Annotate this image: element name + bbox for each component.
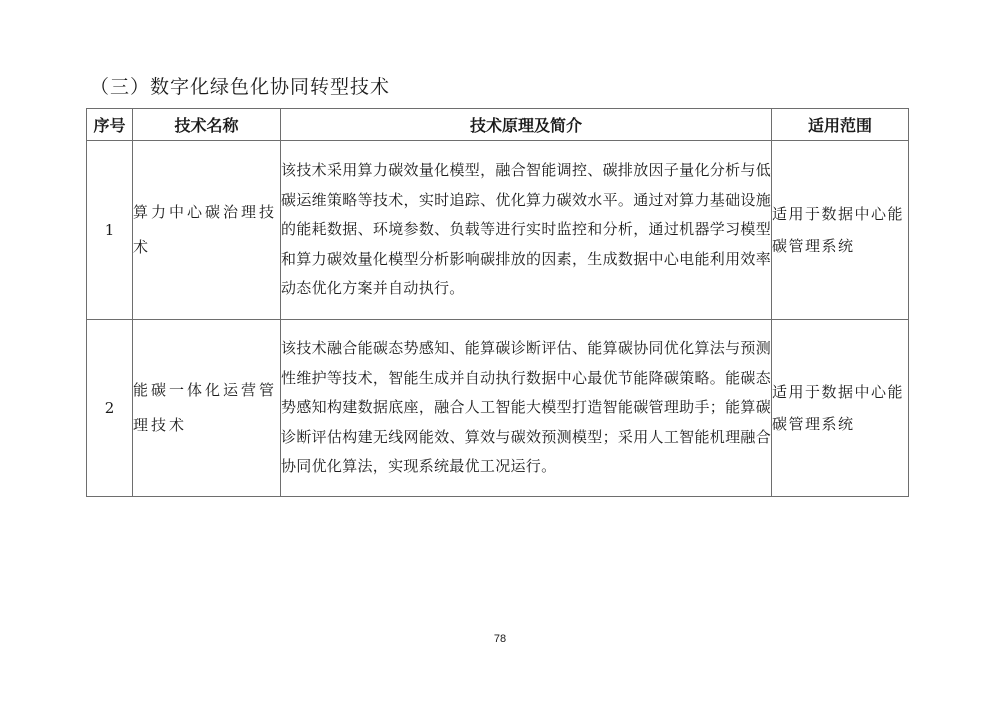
page-number: 78 [493,633,507,645]
row-description [281,141,772,320]
row-seq: 1 [87,141,133,320]
row-description [281,320,772,497]
row-description-text: 该技术采用算力碳效量化模型，融合智能调控、碳排放因子量化分析与低碳运维策略等技术，实时追踪、优化算力碳效水平。通过对算力基础设施的能耗数据、环境参数、负载等进行实时监控和分析，通过机器学习模型和算力碳效量化模型分析影响碳排放的因素，生成数据中心电能利用效率动态优化方案并自动执行。 [281,161,771,298]
row-tech-name: 算力中心碳治理技术 [133,141,281,320]
section-heading: （三）数字化绿色化协同转型技术 [90,76,391,98]
header-principle: 技术原理及简介 [281,109,772,141]
row-scope: 适用于数据中心能碳管理系统 [772,320,909,497]
row-description-text: 该技术融合能碳态势感知、能算碳诊断评估、能算碳协同优化算法与预测性维护等技术，智能生成并自动执行数据中心最优节能降碳策略。能碳态势感知构建数据底座，融合人工智能大模型打造智能碳管理助手；能算碳诊断评估构建无线网能效、算效与碳效预测模型；采用人工智能机理融合协同优化算法，实现系统最优工况运行。 [281,339,771,476]
row-tech-name: 能碳一体化运营管理技术 [133,320,281,497]
technology-table [86,108,909,497]
table-row [87,141,909,320]
header-seq: 序号 [87,109,133,141]
header-tech-name: 技术名称 [133,109,281,141]
table-row [87,320,909,497]
row-scope: 适用于数据中心能碳管理系统 [772,141,909,320]
table-header-row [87,109,909,141]
header-scope: 适用范围 [772,109,909,141]
row-seq: 2 [87,320,133,497]
